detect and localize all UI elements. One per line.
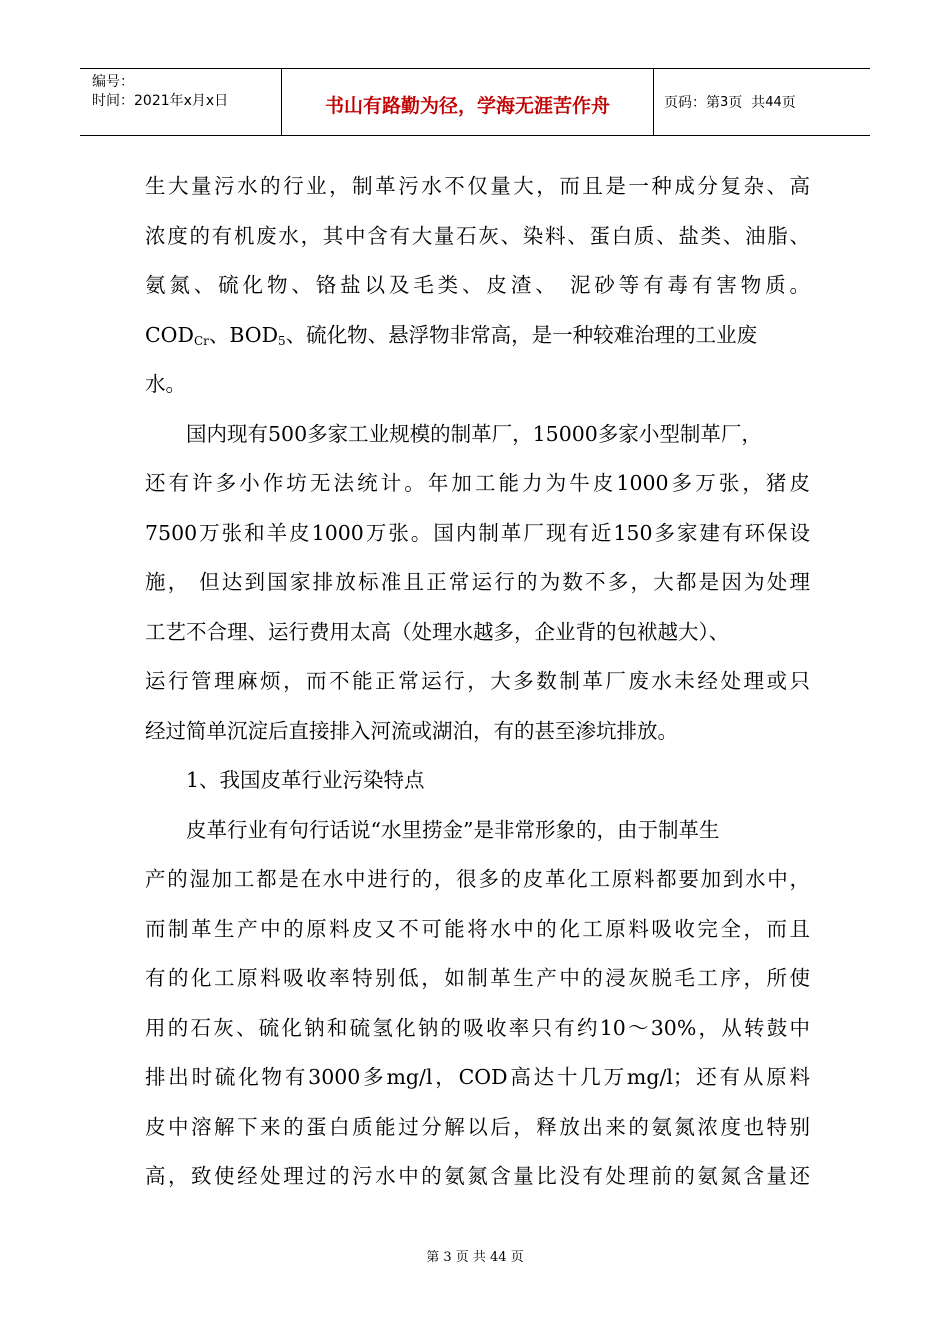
header-meta [80,69,282,135]
date-value: 2021年x月x日 [134,93,229,109]
cod-line-rest: 、硫化物、悬浮物非常高，是一种较难治理的工业废 [285,322,758,347]
page-prefix: 页码：第 [664,95,720,111]
date-label: 时间： [92,93,134,109]
header-motto: 书山有路勤为径，学海无涯苦作舟 [282,69,654,135]
section-heading: 1、我国皮革行业污染特点 [186,768,425,792]
bod-subscript: 5 [278,333,286,348]
serial-label: 编号： [92,74,134,90]
text-line: 产的湿加工都是在水中进行的，很多的皮革化工原料都要加到水中， [145,867,810,891]
bod-text: 、BOD [208,322,279,347]
text-line: 施， 但达到国家排放标准且正常运行的为数不多，大都是因为处理 [145,570,810,594]
cod-text: COD [145,322,194,347]
page-current: 3 [720,94,729,110]
cod-subscript: Cr [193,333,209,348]
text-line-cod [145,311,810,361]
text-line: 经过简单沉淀后直接排入河流或湖泊，有的甚至渗坑排放。 [145,718,678,743]
text-line: 有的化工原料吸收率特别低，如制革生产中的浸灰脱毛工序，所使 [145,966,810,990]
text-line: 排出时硫化物有3000多mg/l，COD高达十几万mg/l；还有从原料 [145,1065,810,1089]
text-line: 而制革生产中的原料皮又不可能将水中的化工原料吸收完全，而且 [145,916,810,941]
text-line: 水。 [145,372,186,396]
page-header [80,68,870,136]
text-line: 皮中溶解下来的蛋白质能过分解以后，释放出来的氨氮浓度也特别 [145,1114,810,1139]
page-total: 44 [765,94,782,110]
text-line: 高，致使经处理过的污水中的氨氮含量比没有处理前的氨氮含量还 [145,1164,810,1188]
text-line: 工艺不合理、运行费用太高（处理水越多，企业背的包袱越大）、 [145,619,730,644]
header-page-info [654,69,870,135]
text-line: 国内现有500多家工业规模的制革厂，15000多家小型制革厂， [186,421,762,446]
text-line: 用的石灰、硫化钠和硫氢化钠的吸收率只有约10～30%，从转鼓中 [145,1015,810,1040]
text-line: 7500万张和羊皮1000万张。国内制革厂现有近150多家建有环保设 [145,520,810,545]
text-line: 运行管理麻烦，而不能正常运行，大多数制革厂废水未经处理或只 [145,669,810,693]
page-suffix: 页 [781,95,796,111]
text-line: 还有许多小作坊无法统计。年加工能力为牛皮1000多万张，猪皮 [145,471,810,495]
text-line: 皮革行业有句行话说“水里捞金”是非常形象的，由于制革生 [186,817,720,842]
text-line: 浓度的有机废水，其中含有大量石灰、染料、蛋白质、盐类、油脂、 [145,223,810,248]
text-line: 生大量污水的行业，制革污水不仅量大，而且是一种成分复杂、高 [145,174,810,198]
text-line: 氨氮、硫化物、铬盐以及毛类、皮渣、 泥砂等有毒有害物质。 [145,273,810,297]
document-body [145,162,810,1202]
page-mid: 页 共 [728,95,766,111]
page-footer: 第 3 页 共 44 页 [426,1250,524,1265]
date-line [92,92,281,111]
